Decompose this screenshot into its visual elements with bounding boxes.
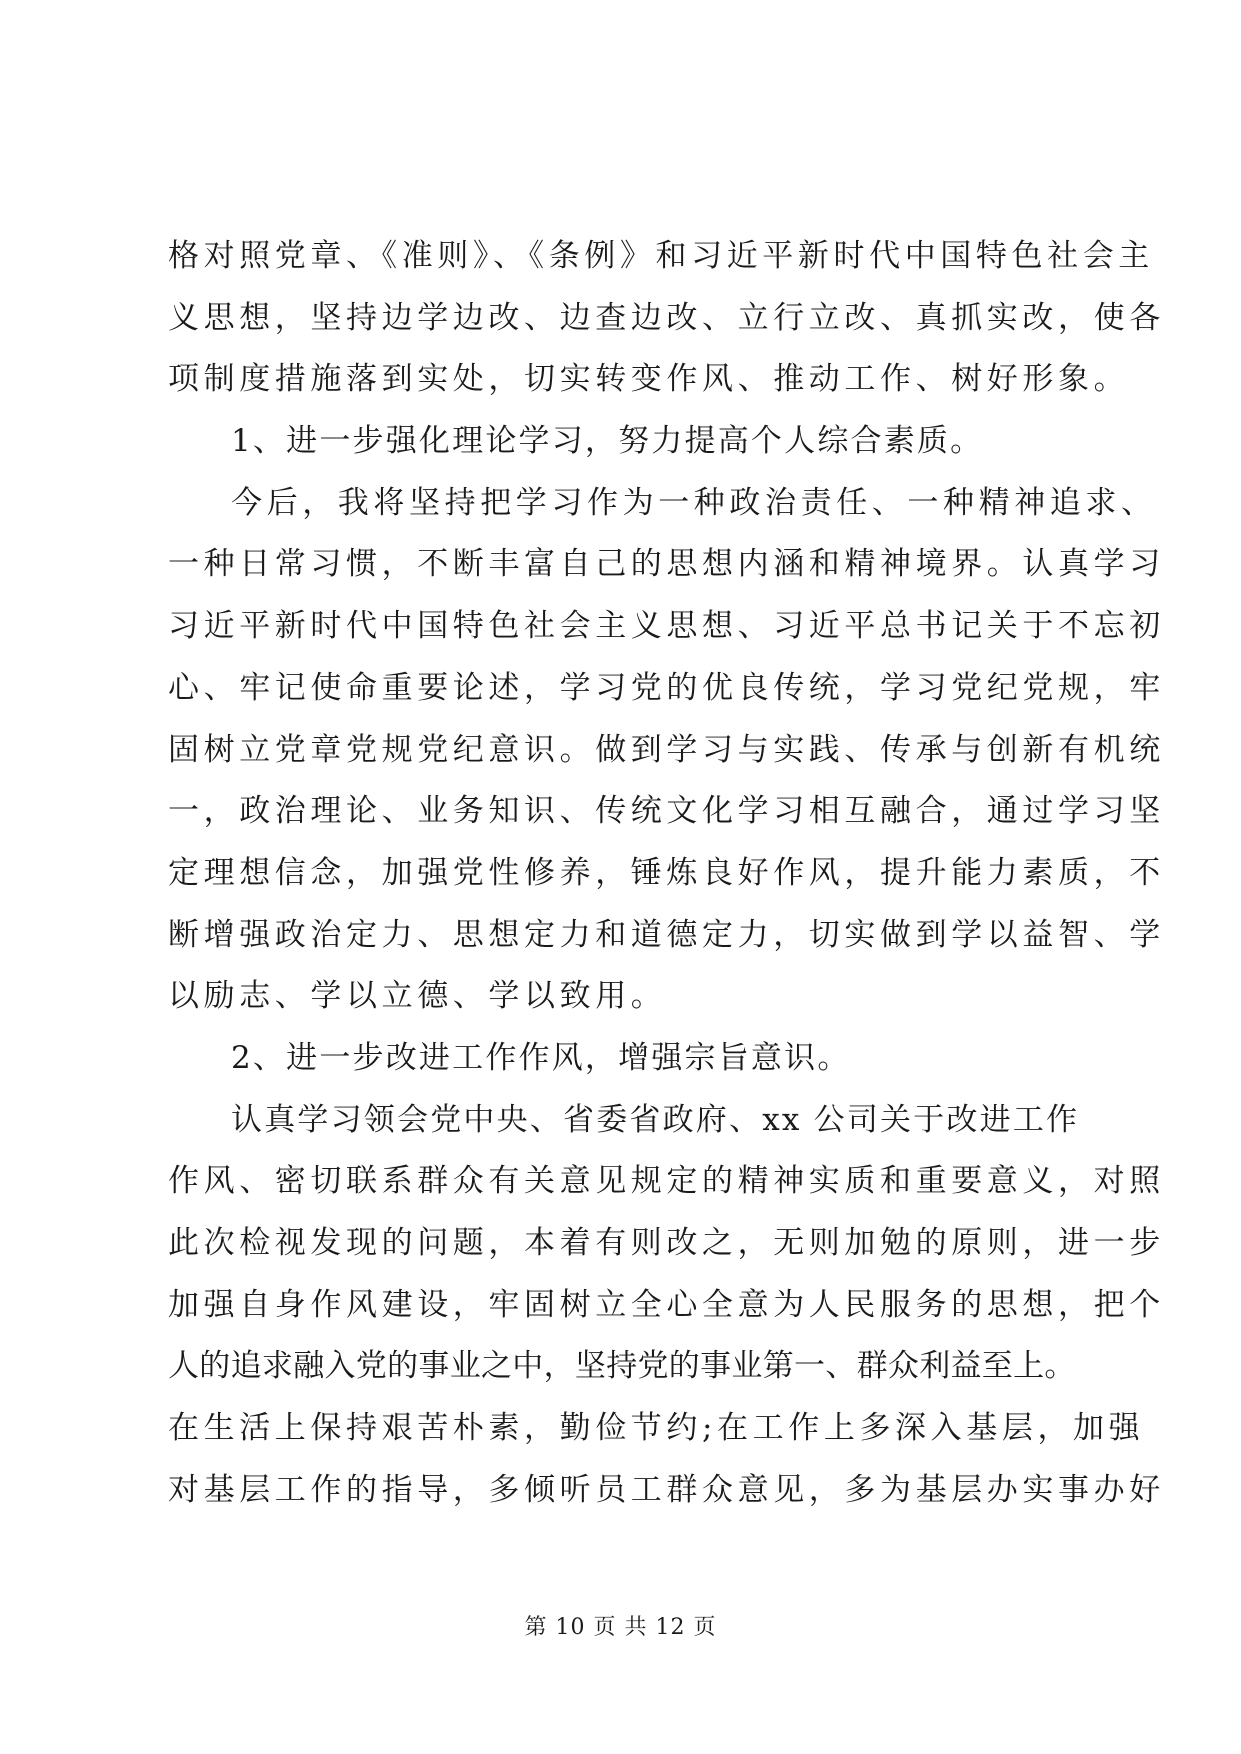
text-line: 一种日常习惯，不断丰富自己的思想内涵和精神境界。认真学习	[168, 546, 1165, 583]
text-line: 认真学习领会党中央、省委省政府、xx 公司关于改进工作	[231, 1101, 1080, 1138]
text-line: 人的追求融入党的事业之中，坚持党的事业第一、群众利益至上。	[168, 1348, 1076, 1385]
text-line: 以励志、学以立德、学以致用。	[168, 978, 667, 1015]
text-line: 义思想，坚持边学边改、边查边改、立行立改、真抓实改，使各	[168, 299, 1165, 336]
page-number-footer: 第 10 页 共 12 页	[524, 1615, 717, 1640]
text-line: 加强自身作风建设，牢固树立全心全意为人民服务的思想，把个	[168, 1286, 1165, 1323]
text-line: 固树立党章党规党纪意识。做到学习与实践、传承与创新有机统	[168, 731, 1165, 768]
text-line: 一，政治理论、业务知识、传统文化学习相互融合，通过学习坚	[168, 793, 1165, 830]
section-heading-1: 1、进一步强化理论学习，努力提高个人综合素质。	[231, 423, 984, 460]
text-line: 心、牢记使命重要论述，学习党的优良传统，学习党纪党规，牢	[168, 669, 1165, 706]
text-line: 今后，我将坚持把学习作为一种政治责任、一种精神追求、	[231, 484, 1157, 521]
text-line: 习近平新时代中国特色社会主义思想、习近平总书记关于不忘初	[168, 608, 1165, 645]
text-line: 此次检视发现的问题，本着有则改之，无则加勉的原则，进一步	[168, 1225, 1165, 1261]
document-body	[168, 226, 1165, 1521]
text-line: 格对照党章、《准则》、《条例》和习近平新时代中国特色社会主	[168, 238, 1154, 274]
text-line: 项制度措施落到实处，切实转变作风、推动工作、树好形象。	[168, 361, 1130, 398]
text-line: 作风、密切联系群众有关意见规定的精神实质和重要意义，对照	[168, 1163, 1165, 1200]
text-line: 在生活上保持艰苦朴素，勤俭节约;在工作上多深入基层，加强	[168, 1410, 1145, 1447]
text-line: 对基层工作的指导，多倾听员工群众意见，多为基层办实事办好	[168, 1471, 1165, 1508]
text-line: 定理想信念，加强党性修养，锤炼良好作风，提升能力素质，不	[168, 854, 1165, 891]
text-line: 断增强政治定力、思想定力和道德定力，切实做到学以益智、学	[168, 916, 1165, 953]
section-heading-2: 2、进一步改进工作作风，增强宗旨意识。	[231, 1039, 851, 1076]
